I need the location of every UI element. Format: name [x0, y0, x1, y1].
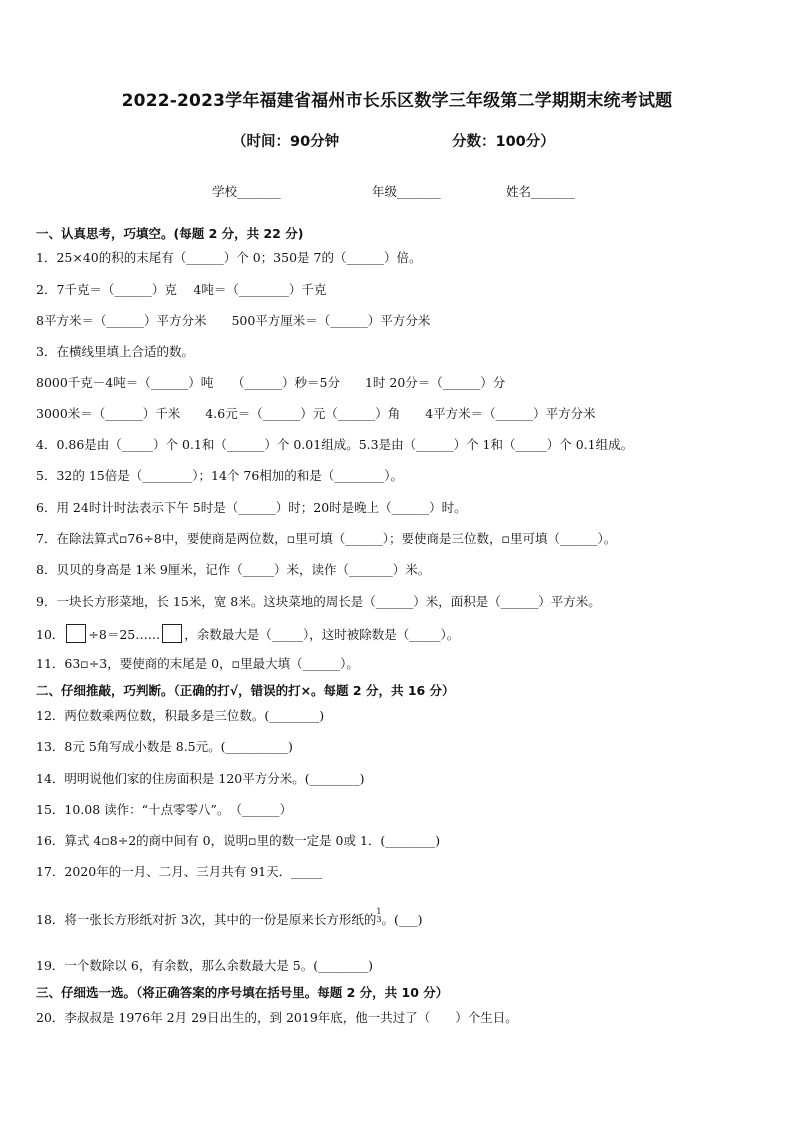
question-18 [36, 908, 422, 929]
section-2-heading: 二、仔细推敲，巧判断。（正确的打√，错误的打×。每题 2 分，共 16 分） [36, 683, 455, 698]
school-field: 学校_______ [212, 184, 281, 199]
question-2a: 2．7千克＝（______）克 4吨＝（________）千克 [36, 282, 327, 297]
question-3: 3．在横线里填上合适的数。 [36, 344, 194, 359]
question-15: 15．10.08 读作：“十点零零八”。 （______） [36, 802, 292, 817]
fraction-denominator: 3 [376, 915, 382, 924]
question-20: 20．李叔叔是 1976年 2月 29日出生的，到 2019年底，他一共过了（ ）个生日。 [36, 1010, 518, 1025]
question-2b: 8平方米＝（______）平方分米 500平方厘米＝（______）平方分米 [36, 313, 431, 328]
question-7: 7．在除法算式▫76÷8中，要使商是两位数，▫里可填（______）；要使商是三位数，▫里可填（______）。 [36, 531, 617, 546]
exam-score: 分数：100分） [452, 134, 555, 150]
question-18-end: 。(___) [381, 912, 423, 927]
question-10 [36, 624, 459, 644]
blank-box [66, 624, 86, 643]
question-3b: 3000米＝（______）千米 4.6元＝（______）元（______）角 4平方米＝（______）平方分米 [36, 406, 596, 421]
question-16: 16．算式 4▫8÷2的商中间有 0，说明▫里的数一定是 0或 1．(________) [36, 833, 441, 848]
question-13: 13．8元 5角写成小数是 8.5元。(__________) [36, 739, 293, 754]
question-8: 8．贝贝的身高是 1米 9厘米，记作（_____）米，读作（_______）米。 [36, 562, 431, 577]
question-9: 9．一块长方形菜地，长 15米，宽 8米。这块菜地的周长是（______）米，面积是（______）平方米。 [36, 594, 601, 609]
question-6: 6．用 24时计时法表示下午 5时是（______）时；20时是晚上（______）时。 [36, 500, 467, 515]
question-10-rest: ，余数最大是（_____），这时被除数是（_____）。 [184, 627, 460, 642]
question-3a: 8000千克－4吨＝（______）吨 （______）秒＝5分 1时 20分＝（______）分 [36, 375, 506, 390]
question-17: 17．2020年的一月、二月、三月共有 91天．_____ [36, 864, 323, 879]
question-5: 5．32的 15倍是（________）；14个 76相加的和是（________）。 [36, 468, 404, 483]
grade-field: 年级_______ [372, 184, 441, 199]
section-1-heading: 一、认真思考，巧填空。(每题 2 分，共 22 分) [36, 226, 304, 241]
question-19: 19．一个数除以 6，有余数，那么余数最大是 5。(________) [36, 958, 374, 973]
question-4: 4．0.86是由（_____）个 0.1和（______）个 0.01组成。5.3是由（______）个 1和（_____）个 0.1组成。 [36, 437, 634, 452]
name-field: 姓名_______ [506, 184, 575, 199]
fraction-numerator: 1 [376, 907, 382, 916]
question-10-expression: ÷8＝25…… [88, 627, 161, 642]
question-11: 11．63▫÷3，要使商的末尾是 0，▫里最大填（______）。 [36, 656, 359, 671]
question-18-text: 18．将一张长方形纸对折 3次，其中的一份是原来长方形纸的 [36, 912, 377, 927]
section-3-heading: 三、仔细选一选。（将正确答案的序号填在括号里。每题 2 分，共 10 分） [36, 985, 449, 1000]
question-12: 12．两位数乘两位数，积最多是三位数。(________) [36, 708, 325, 723]
question-10-number: 10． [36, 627, 65, 642]
page-title: 2022-2023学年福建省福州市长乐区数学三年级第二学期期末统考试题 [121, 91, 673, 111]
blank-box [162, 624, 182, 643]
question-1: 1．25×40的积的末尾有（______）个 0；350是 7的（______）倍。 [36, 250, 422, 265]
question-14: 14．明明说他们家的住房面积是 120平方分米。(________) [36, 771, 365, 786]
exam-time: （时间：90分钟 [232, 134, 340, 150]
